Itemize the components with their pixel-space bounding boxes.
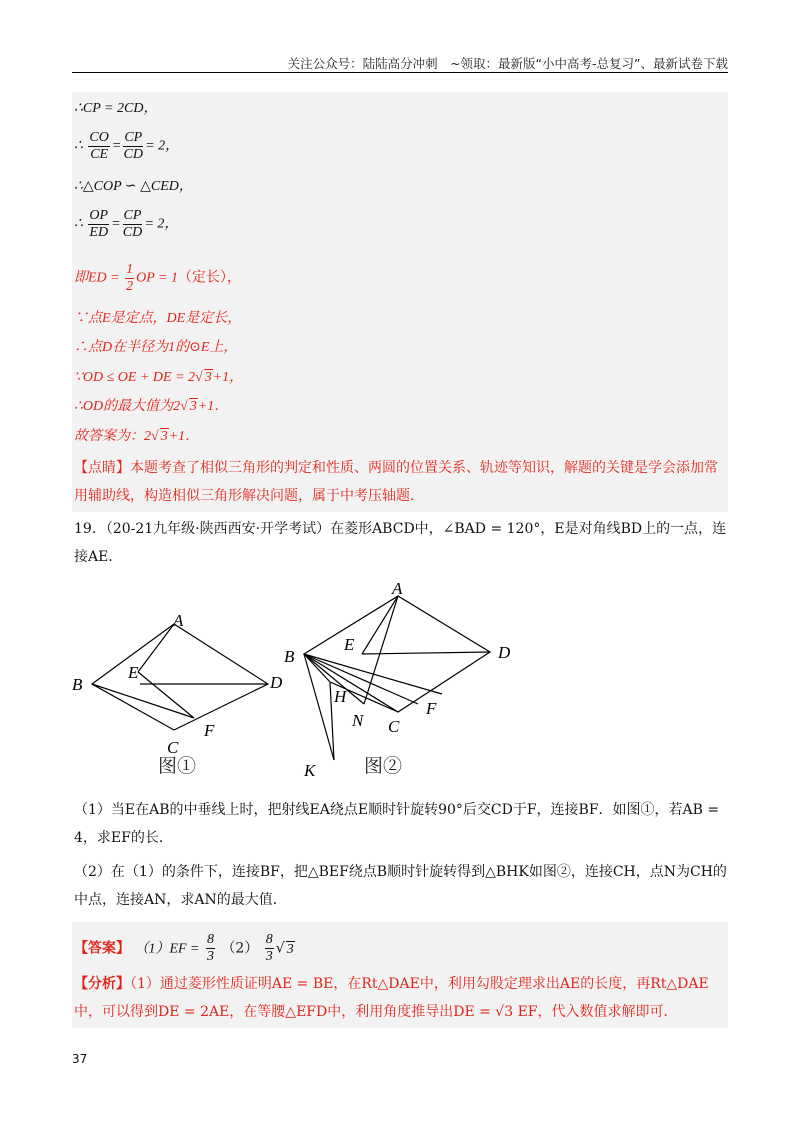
- solution-line-8: ∵OD ≤ OE + DE = 2√ 3+1，: [74, 370, 244, 385]
- fig2-caption: 图②: [364, 756, 403, 777]
- analysis-paragraph: 【分析】（1）通过菱形性质证明AE = BE，在Rt△DAE中，利用勾股定理求出AE的长度，再Rt△DAE中，可以得到DE = 2AE，在等腰△EFD中，利用角度推导出DE = √3 EF，代入数值求解即可．: [74, 976, 709, 1020]
- fig1-label-F: F: [204, 721, 215, 740]
- fig1-caption: 图①: [158, 756, 197, 777]
- fig2-label-A: A: [392, 580, 403, 598]
- geometry-figures: [72, 580, 732, 780]
- header-rule: [72, 72, 728, 73]
- fig2-label-E: E: [344, 635, 355, 654]
- solution-line-7: ∴点D在半径为1的⊙E上，: [74, 340, 238, 355]
- fig2-label-D: D: [498, 643, 511, 662]
- fig2-label-H: H: [334, 687, 347, 706]
- figure-1: [92, 624, 268, 730]
- fig2-label-F: F: [426, 699, 437, 718]
- fig1-label-C: C: [167, 738, 179, 757]
- solution-line-1: ∴CP = 2CD，: [74, 101, 158, 116]
- solution-line-6: ∵点E是定点，DE是定长，: [74, 311, 242, 326]
- solution-line-5: 即ED = $\frac{1}{2}$ OP = 1（定长），: [74, 262, 241, 294]
- page-number: 37: [72, 1052, 88, 1066]
- fig2-label-C: C: [388, 717, 400, 736]
- answer-line: 【答案】 （1）EF = $\frac{8}{3}$ （2） $\frac{8}{3}$ √ 3: [74, 932, 294, 964]
- problem-part-1: （1）当E在AB的中垂线上时，把射线EA绕点E顺时针旋转90°后交CD于F，连接BF．如图①，若AB = 4，求EF的长．: [74, 802, 720, 846]
- solution-line-4: ∴ $\frac{OP}{ED}$ = $\frac{CP}{CD}$ = 2，: [74, 208, 179, 240]
- solution-line-3: ∴△COP ∽ △CED，: [74, 179, 193, 194]
- problem-part-2: （2）在（1）的条件下，连接BF，把△BEF绕点B顺时针旋转得到△BHK如图②，连接CH，点N为CH的中点，连接AN，求AN的最大值．: [74, 864, 727, 908]
- page-header: 关注公众号：陆陆高分冲刺 ~领取：最新版“小中高考-总复习”、最新试卷下载: [287, 56, 728, 71]
- fig1-label-D: D: [270, 673, 283, 692]
- solution-line-10: 故答案为：2√ 3+1．: [74, 429, 200, 444]
- fig1-label-A: A: [173, 611, 184, 630]
- fig2-label-B: B: [284, 647, 295, 666]
- solution-line-9: ∴OD的最大值为2√ 3+1．: [74, 399, 229, 414]
- fig2-label-N: N: [352, 711, 364, 730]
- fig2-label-K: K: [304, 761, 316, 780]
- comment-paragraph: 【点睛】本题考查了相似三角形的判定和性质、两圆的位置关系、轨迹等知识，解题的关键是学会添加常用辅助线，构造相似三角形解决问题，属于中考压轴题．: [74, 460, 718, 504]
- solution-line-2: ∴ $\frac{CO}{CE}$ = $\frac{CP}{CD}$ = 2，: [74, 130, 180, 162]
- problem-stem: 19．（20-21九年级·陕西西安·开学考试）在菱形ABCD中，∠BAD = 120°，E是对角线BD上的一点，连接AE．: [74, 521, 727, 565]
- fig1-label-E: E: [128, 663, 139, 682]
- fig1-label-B: B: [72, 675, 83, 694]
